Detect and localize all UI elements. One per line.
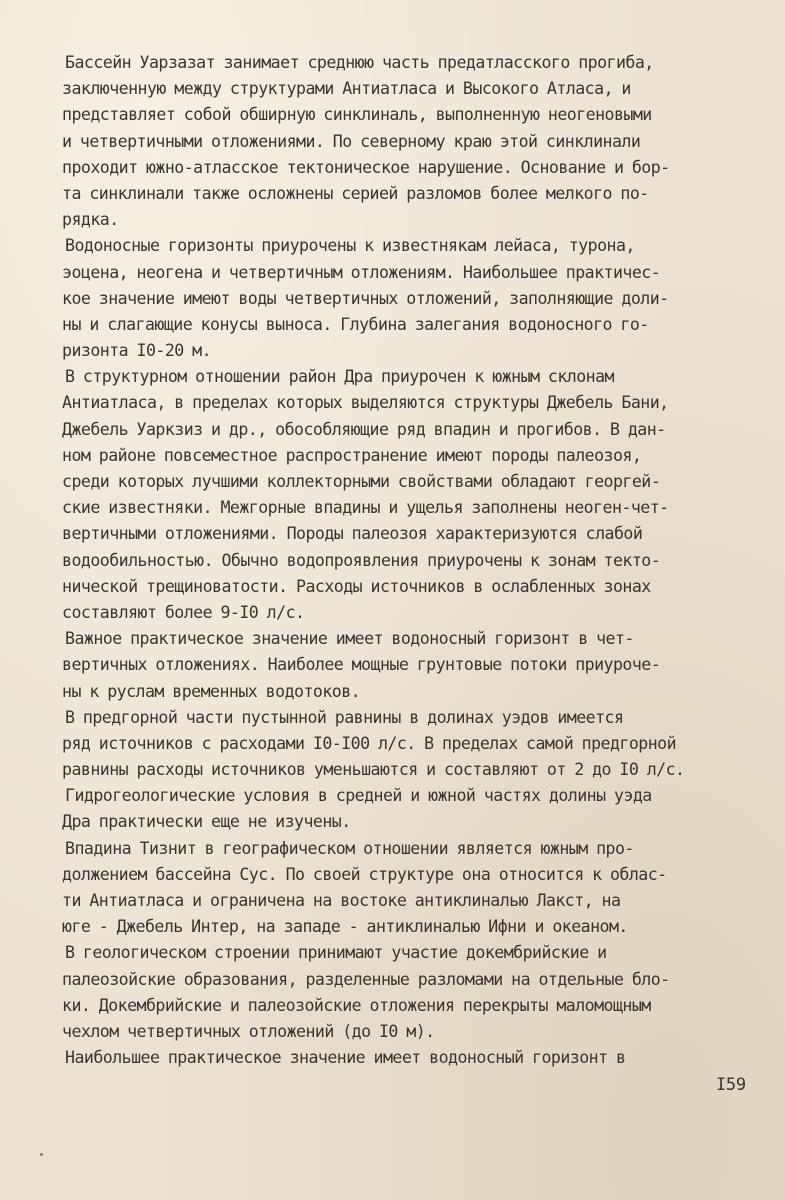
paragraph [62,50,762,233]
text-line: ризонта I0-20 м. [62,341,212,361]
text-line: Джебель Уаркзиз и др., обособляющие ряд впадин и прогибов. В дан- [62,419,666,439]
text-line: среди которых лучшими коллекторными свойствами обладают георгей- [62,472,661,491]
text-line: Важное практическое значение имеет водоносный горизонт в чет- [65,629,634,649]
text-line: Наибольшее практическое значение имеет водоносный горизонт в [65,1048,626,1068]
text-line: В предгорной части пустынной равнины в долинах уэдов имеется [65,707,624,727]
text-line: Водоносные горизонты приурочены к известнякам лейаса, турона, [65,236,635,256]
text-line: Впадина Тизнит в географическом отношении является южным про- [65,838,634,858]
text-line: кое значение имеют воды четвертичных отложений, заполняющие доли- [62,288,669,308]
text-line: ки. Докембрийские и палеозойские отложения перекрыты маломощным [62,995,651,1015]
paragraph [62,705,762,784]
text-line: чехлом четвертичных отложений (до I0 м). [62,1021,435,1041]
paragraph [62,364,762,626]
text-line: ны и слагающие конусы выноса. Глубина залегания водоносного го- [62,314,649,334]
text-line: В геологическом строении принимают участие докембрийские и [65,943,607,963]
text-line: та синклинали также осложнены серией разломов более мелкого по- [62,183,649,203]
paragraph [62,783,762,835]
text-line: Гидрогеологические условия в средней и южной частях долины уэда [65,786,652,806]
paragraph [62,836,762,941]
text-line: рядка. [62,210,119,230]
paragraph [62,940,762,1045]
text-line: ном районе повсеместное распространение имеют породы палеозоя, [62,445,642,465]
paragraph [62,1045,762,1071]
body-text [62,50,762,1071]
text-line: должением бассейна Сус. По своей структуре она относится к облас- [62,864,667,884]
paper-speck [40,1153,43,1156]
text-line: вертичных отложениях. Наиболее мощные грунтовые потоки приуроче- [62,655,661,675]
text-line: ны к руслам временных водотоков. [62,681,361,701]
text-line: ряд источников с расходами I0-I00 л/с. В пределах самой предгорной [62,733,677,753]
text-line: юге - Джебель Интер, на западе - антиклиналью Ифни и океаном. [62,917,628,937]
text-line: В структурном отношении район Дра приурочен к южным склонам [65,367,614,387]
text-line: заключенную между структурами Антиатласа и Высокого Атласа, и [62,79,631,99]
text-line: проходит южно-атласское тектоническое нарушение. Основание и бор- [62,157,670,177]
text-line: ские известняки. Межгорные впадины и ущелья заполнены неоген-чет- [62,498,669,518]
paragraph [62,233,762,364]
text-line: Бассейн Уарзазат занимает среднюю часть предатласского прогиба, [65,53,654,72]
paragraph [62,626,762,705]
text-line: водообильностью. Обычно водопроявления приурочены к зонам текто- [62,550,661,570]
text-line: и четвертичными отложениями. По северному краю этой синклинали [62,131,641,151]
text-line: Дра практически еще не изучены. [62,812,351,832]
text-line: Антиатласа, в пределах которых выделяются структуры Джебель Бани, [62,393,669,413]
text-line: составляют более 9-I0 л/с. [62,602,305,622]
page-number: I59 [716,1075,746,1095]
text-line: эоцена, неогена и четвертичным отложениям. Наибольшее практичес- [62,262,661,282]
text-line: нической трещиноватости. Расходы источников в ослабленных зонах [62,576,651,596]
text-line: палеозойские образования, разделенные разломами на отдельные бло- [62,969,670,989]
text-line: вертичными отложениями. Породы палеозоя характеризуются слабой [62,524,643,544]
text-line: ти Антиатласа и ограничена на востоке антиклиналью Лакст, на [62,891,621,910]
text-line: равнины расходы источников уменьшаются и составляют от 2 до I0 л/с. [62,760,685,780]
text-line: представляет собой обширную синклиналь, выполненную неогеновыми [62,105,652,125]
